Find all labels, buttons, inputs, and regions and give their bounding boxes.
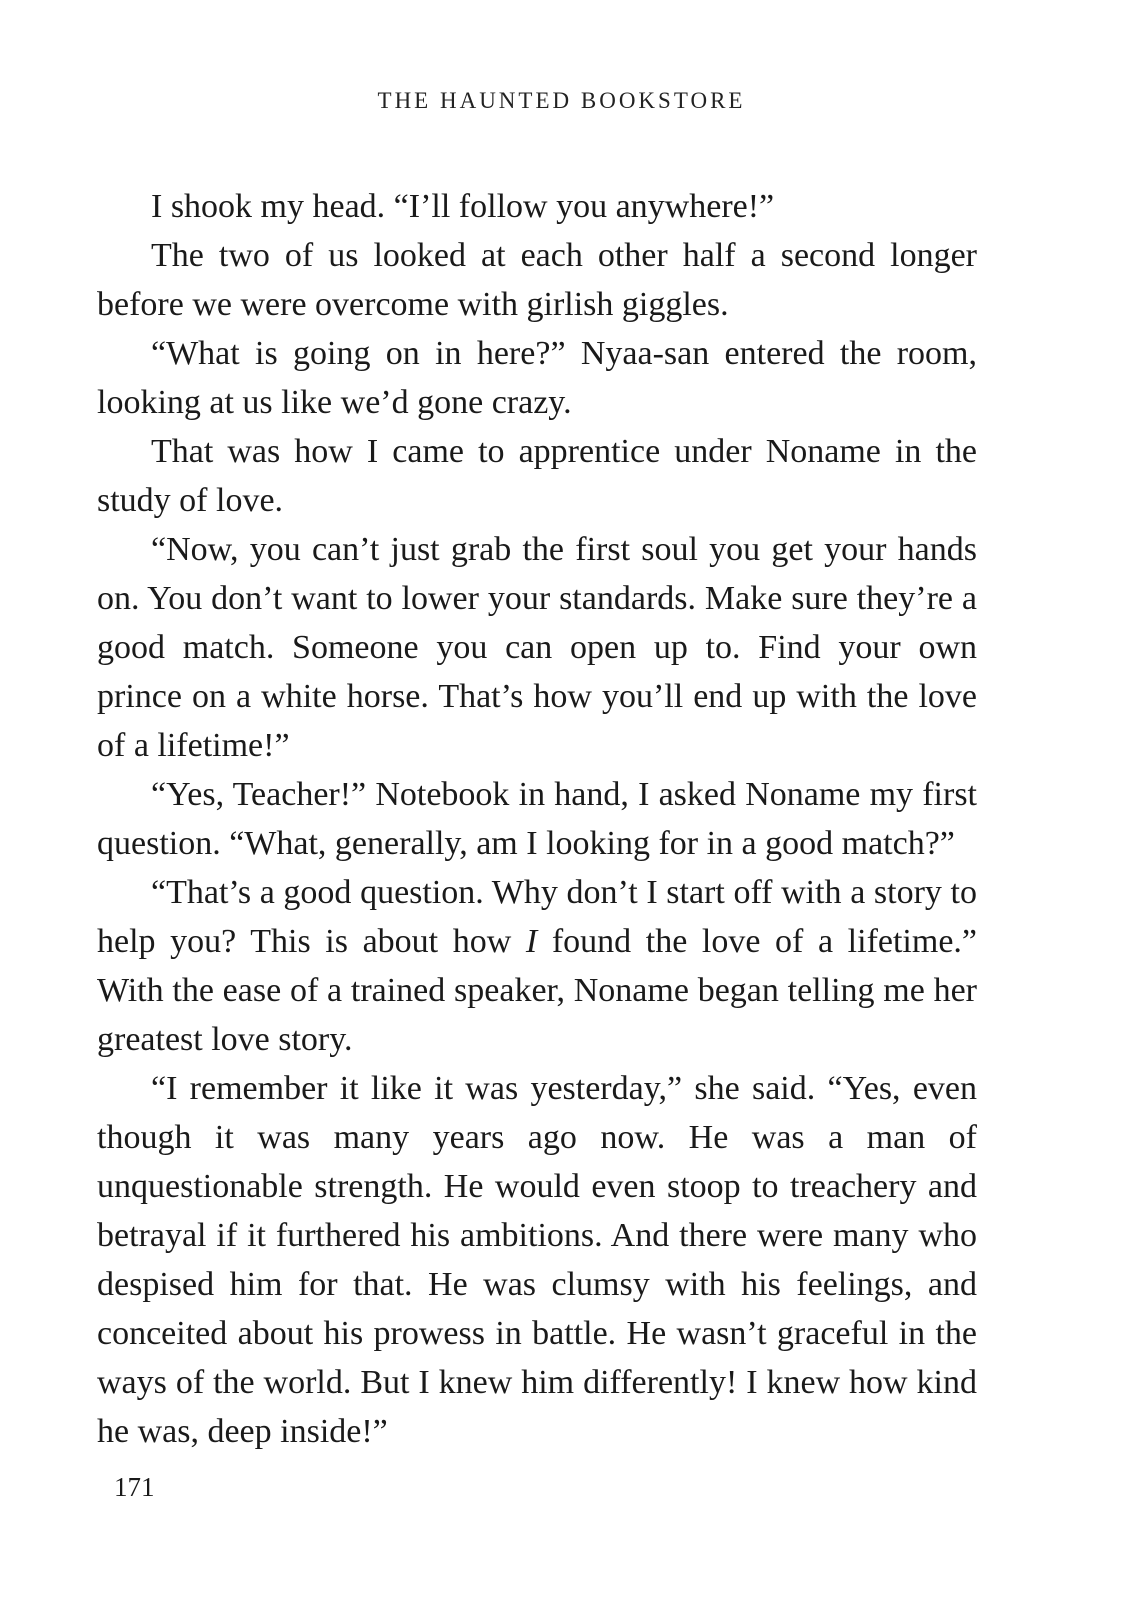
paragraph: The two of us looked at each other half a second longer before we were overcome with girlish giggles. bbox=[97, 237, 977, 323]
paragraph bbox=[97, 868, 977, 1064]
paragraph-text: “That’s a good question. Why don’t I start off with a story to help you? This is about how bbox=[97, 874, 977, 960]
italic-emphasis: I bbox=[525, 923, 538, 960]
paragraph: That was how I came to apprentice under Noname in the study of love. bbox=[97, 433, 977, 519]
body-text bbox=[97, 182, 977, 1456]
paragraph: “I remember it like it was yesterday,” she said. “Yes, even though it was many years ago now. He was a man of unquestionable strength. He would even stoop to treachery and betrayal if it furthered his ambitions. And there were many who despised him for that. He was clumsy with his feelings, and conceited about his prowess in battle. He wasn’t graceful in the ways of the world. But I knew him differently! I knew how kind he was, deep inside!” bbox=[97, 1070, 977, 1450]
paragraph: I shook my head. “I’ll follow you anywhere!” bbox=[151, 188, 775, 225]
page-number: 171 bbox=[114, 1472, 155, 1502]
running-head-title: THE HAUNTED BOOKSTORE bbox=[377, 88, 746, 113]
paragraph: “Yes, Teacher!” Notebook in hand, I asked Noname my first question. “What, generally, am I looking for in a good match?” bbox=[97, 776, 977, 862]
paragraph: “What is going on in here?” Nyaa-san entered the room, looking at us like we’d gone crazy. bbox=[97, 335, 977, 421]
paragraph-text: found the love of a lifetime.” With the ease of a trained speaker, Noname began telling me her greatest love story. bbox=[97, 923, 978, 1058]
paragraph: “Now, you can’t just grab the first soul you get your hands on. You don’t want to lower your standards. Make sure they’re a good match. Someone you can open up to. Find your own prince on a white horse. That’s how you’ll end up with the love of a lifetime!” bbox=[97, 531, 977, 764]
